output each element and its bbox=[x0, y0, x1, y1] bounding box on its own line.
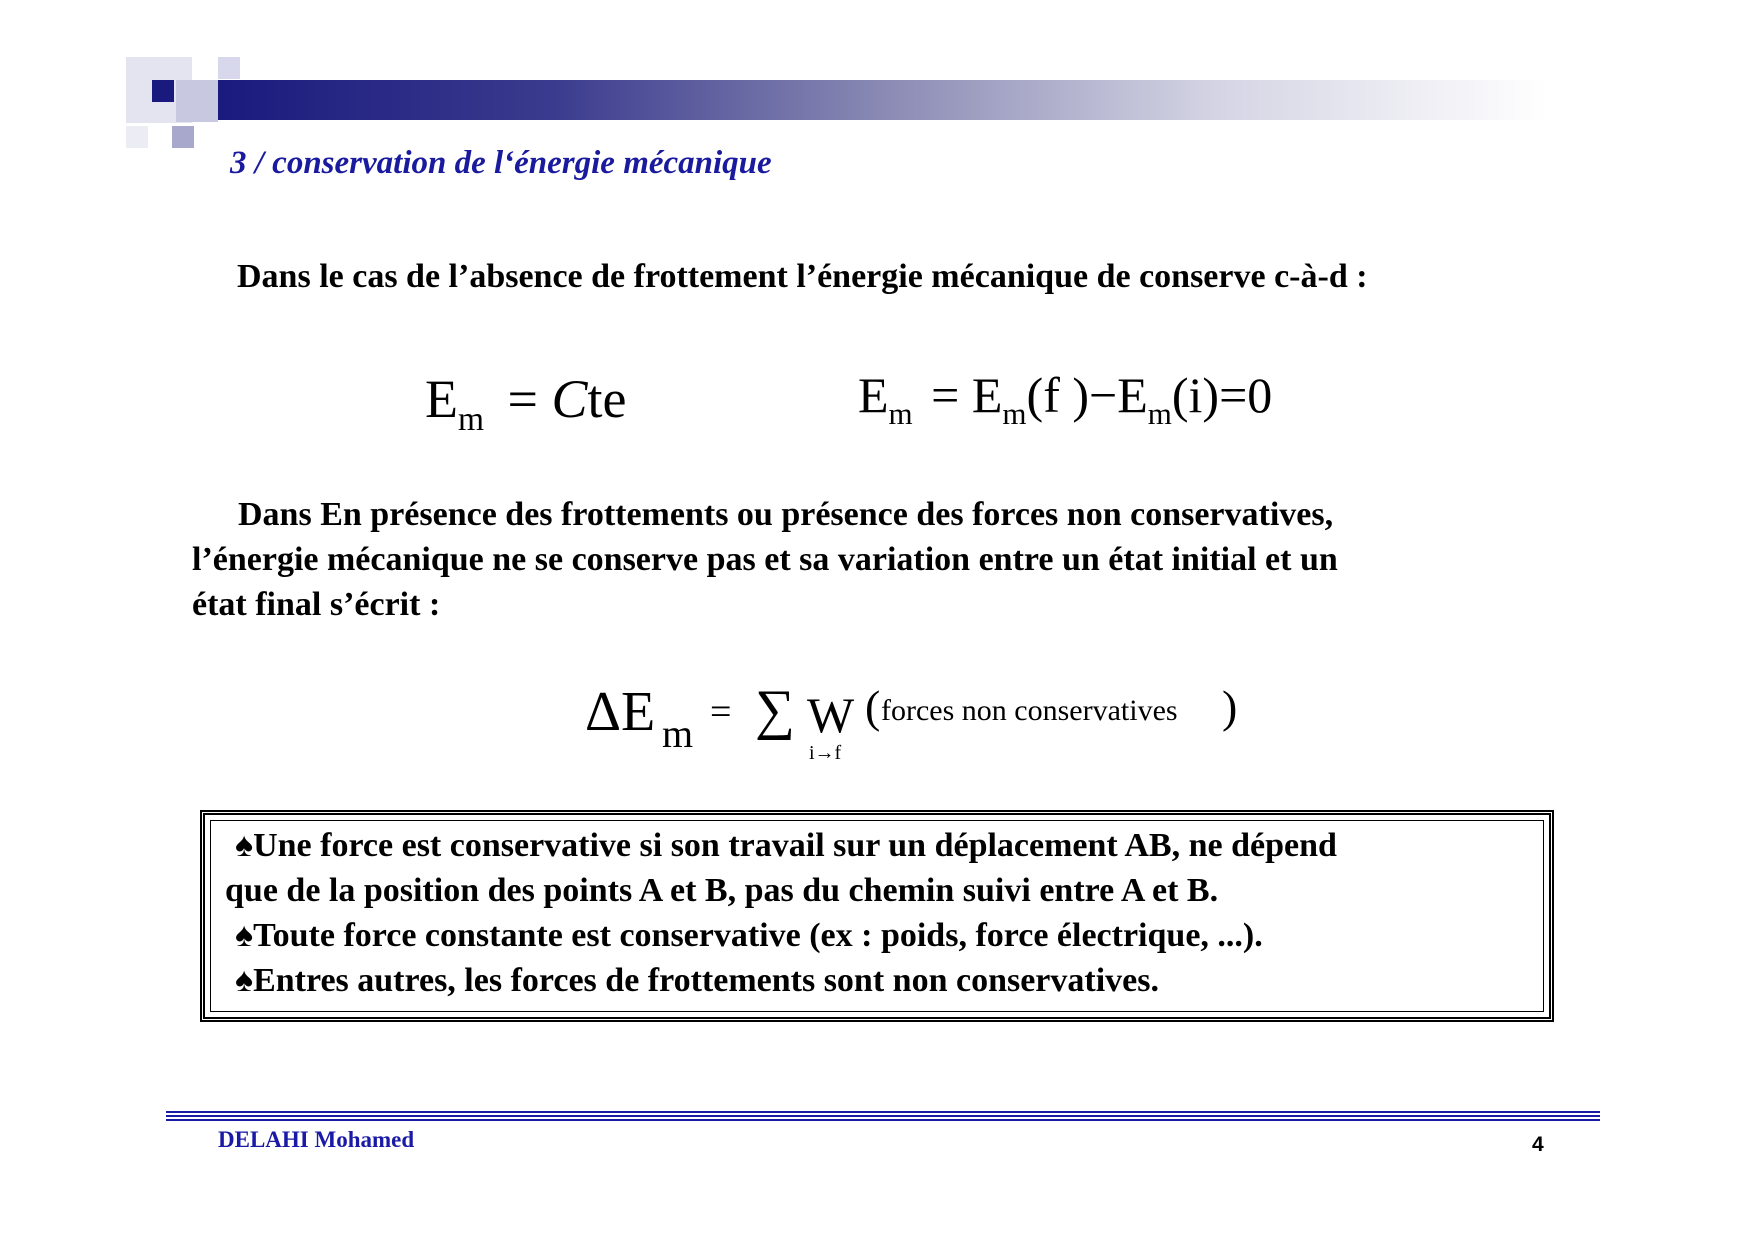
paragraph-line-1: Dans En présence des frottements ou présence des forces non conservatives, bbox=[238, 496, 1334, 533]
paragraph-line-2: l’énergie mécanique ne se conserve pas et sa variation entre un état initial et un bbox=[192, 541, 1338, 578]
equation-delta-em bbox=[585, 680, 1285, 770]
box-text-4: Entres autres, les forces de frottements sont non conservatives. bbox=[253, 962, 1159, 999]
spade-bullet-icon: ♠ bbox=[235, 827, 254, 864]
box-line-1 bbox=[235, 827, 1337, 865]
eq2-equals1: = bbox=[931, 367, 960, 423]
box-line-4 bbox=[235, 962, 1159, 1000]
deco-square bbox=[176, 80, 218, 122]
spade-bullet-icon: ♠ bbox=[235, 962, 254, 999]
eq1-equals: = bbox=[507, 369, 539, 429]
eq3-under: i→f bbox=[809, 742, 842, 764]
eq3-W: W bbox=[807, 687, 855, 743]
eq1-E: E bbox=[425, 369, 458, 429]
eq2-E2: E bbox=[971, 367, 1003, 423]
equation-em-constant bbox=[425, 368, 627, 439]
footer-author: DELAHI Mohamed bbox=[218, 1127, 415, 1152]
paragraph-line-3: état final s’écrit : bbox=[192, 586, 441, 623]
page-number: 4 bbox=[1532, 1133, 1544, 1156]
eq2-sub1: m bbox=[888, 396, 913, 432]
eq2-sub2: m bbox=[1002, 396, 1027, 432]
eq3-delta-E: ΔE bbox=[585, 681, 656, 743]
header-gradient-bar bbox=[218, 80, 1548, 120]
eq3-rparen: ) bbox=[1222, 681, 1238, 732]
eq2-sub3: m bbox=[1147, 396, 1172, 432]
eq2-arg-i: (i) bbox=[1171, 367, 1220, 423]
box-line-2: que de la position des points A et B, pas du chemin suivi entre A et B. bbox=[225, 872, 1219, 909]
deco-square bbox=[172, 126, 194, 148]
equation-em-difference bbox=[858, 366, 1273, 432]
footer-rule bbox=[166, 1111, 1600, 1121]
deco-square bbox=[218, 57, 240, 79]
eq3-lparen: ( bbox=[865, 681, 881, 732]
slide-title: 3 / conservation de l‘énergie mécanique bbox=[230, 145, 772, 181]
eq1-te: te bbox=[587, 369, 627, 429]
eq2-equals2: = bbox=[1219, 367, 1248, 423]
eq2-minus: − bbox=[1089, 367, 1118, 423]
eq2-E1: E bbox=[858, 367, 889, 423]
eq2-zero: 0 bbox=[1247, 367, 1273, 423]
spade-bullet-icon: ♠ bbox=[235, 917, 254, 954]
header-decoration bbox=[0, 0, 1754, 150]
eq1-C: C bbox=[551, 369, 588, 429]
intro-text: Dans le cas de l’absence de frottement l’énergie mécanique de conserve c-à-d : bbox=[237, 258, 1368, 295]
eq3-equals: = bbox=[710, 691, 732, 733]
definition-box bbox=[200, 810, 1554, 1022]
box-line-3 bbox=[235, 917, 1263, 955]
deco-square bbox=[152, 80, 174, 102]
box-text-1: Une force est conservative si son travail sur un déplacement AB, ne dépend bbox=[253, 827, 1337, 864]
eq2-E3: E bbox=[1117, 367, 1148, 423]
eq3-sub: m bbox=[662, 711, 694, 756]
box-text-3: Toute force constante est conservative (ex : poids, force électrique, ...). bbox=[253, 917, 1263, 954]
deco-square bbox=[126, 126, 148, 148]
eq1-sub: m bbox=[458, 401, 485, 439]
eq2-arg-f: (f ) bbox=[1026, 367, 1089, 423]
eq3-sigma: ∑ bbox=[755, 679, 795, 741]
eq3-args: forces non conservatives bbox=[881, 694, 1178, 727]
